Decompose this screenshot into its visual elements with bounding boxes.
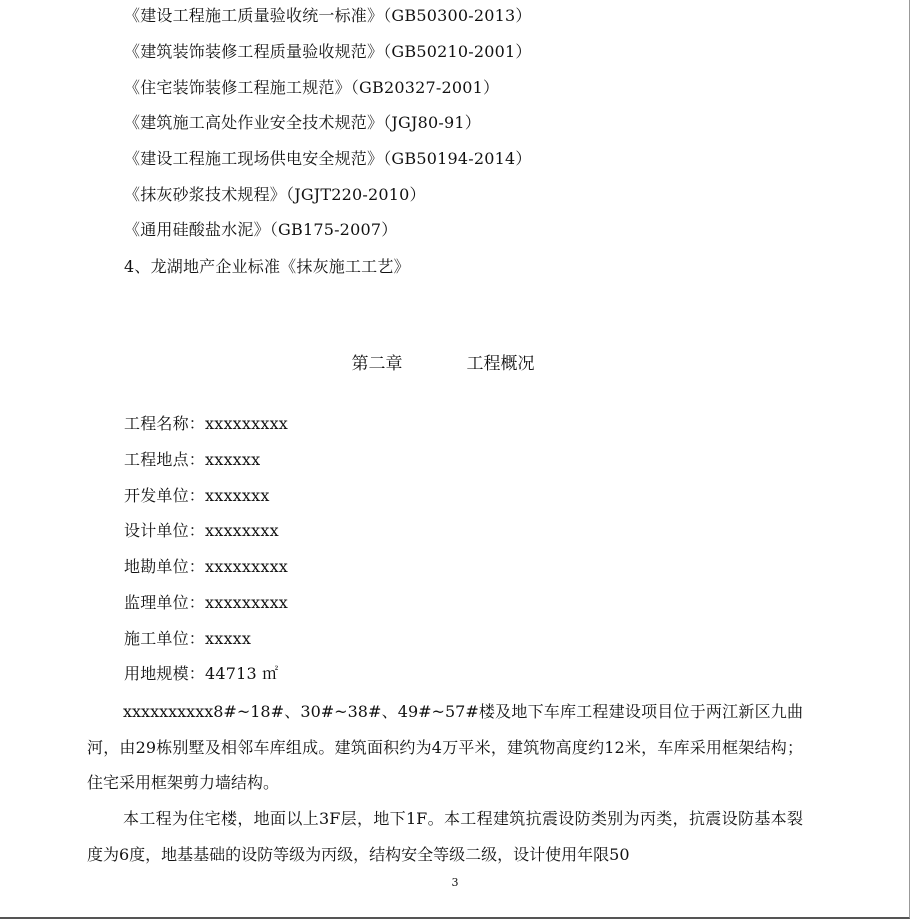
project-info-line: 施工单位：xxxxx (124, 629, 252, 648)
project-info-line: 监理单位：xxxxxxxxx (124, 593, 289, 612)
project-info-line: 用地规模：44713 ㎡ (124, 664, 279, 683)
reference-item: 《建设工程施工现场供电安全规范》（GB50194-2014） (124, 149, 532, 168)
reference-item: 4、龙湖地产企业标准《抹灰施工工艺》 (124, 257, 410, 276)
project-info-line: 开发单位：xxxxxxx (124, 486, 270, 505)
project-info-line: 工程地点：xxxxxx (124, 450, 261, 469)
reference-item: 《通用硅酸盐水泥》（GB175-2007） (124, 220, 398, 239)
project-info-line: 工程名称：xxxxxxxxx (124, 414, 289, 433)
reference-item: 《建筑施工高处作业安全技术规范》（JGJ80-91） (124, 113, 481, 132)
project-info-line: 地勘单位：xxxxxxxxx (124, 557, 289, 576)
body-paragraph: xxxxxxxxxx8#~18#、30#~38#、49#~57#楼及地下车库工程建设项目位于两江新区九曲河，由29栋别墅及相邻车库组成。建筑面积约为4万平米，建筑物高度约12米，车库采用框架结构；住宅采用框架剪力墙结构。 (87, 702, 803, 792)
reference-item: 《抹灰砂浆技术规程》（JGJT220-2010） (124, 185, 426, 204)
page-number: 3 (451, 876, 459, 889)
chapter-heading (0, 353, 886, 375)
chapter-number: 第二章 (351, 354, 403, 374)
project-info-line: 设计单位：xxxxxxxx (124, 521, 279, 540)
reference-item: 《建设工程施工质量验收统一标准》（GB50300-2013） (124, 6, 532, 25)
body-paragraph: 本工程为住宅楼，地面以上3F层，地下1F。本工程建筑抗震设防类别为丙类，抗震设防基本裂度为6度，地基基础的设防等级为丙级，结构安全等级二级，设计使用年限50 (87, 809, 803, 864)
reference-item: 《建筑装饰装修工程质量验收规范》（GB50210-2001） (124, 42, 532, 61)
chapter-title: 工程概况 (466, 354, 535, 374)
reference-item: 《住宅装饰装修工程施工规范》（GB20327-2001） (124, 78, 500, 97)
